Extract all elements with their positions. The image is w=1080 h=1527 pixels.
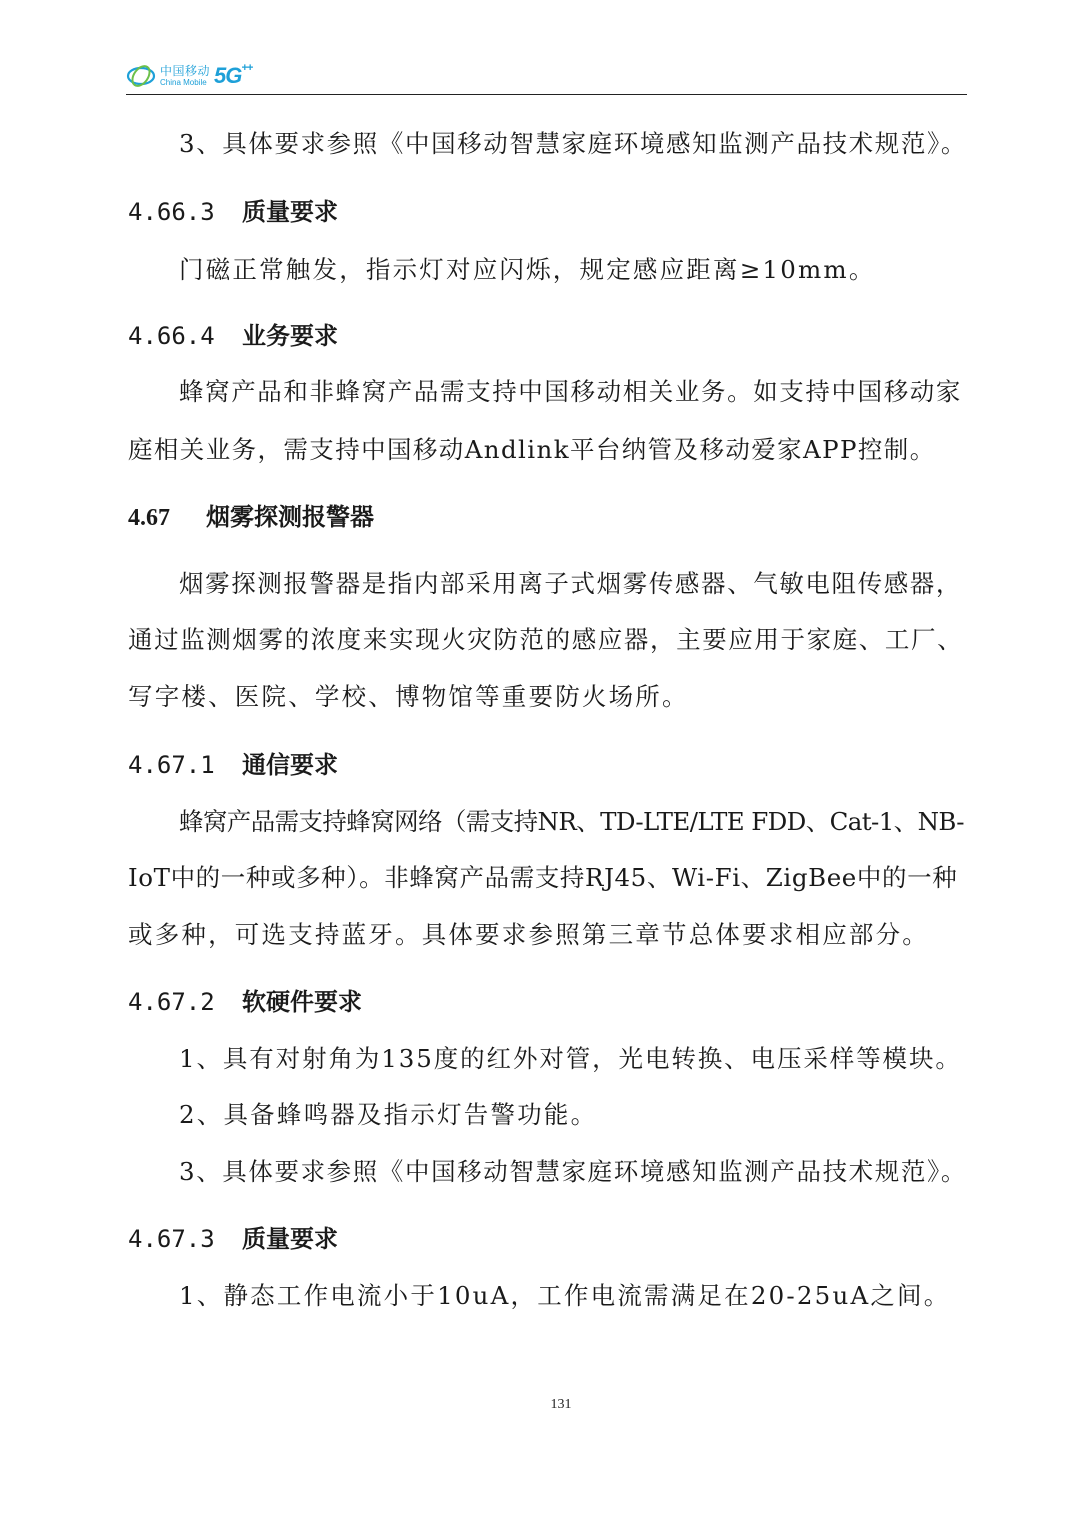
section-heading-4-67-3 xyxy=(128,1223,338,1255)
section-number: 4.67 xyxy=(128,505,170,531)
paragraph-line: 1、具有对射角为135度的红外对管，光电转换、电压采样等模块。 xyxy=(179,1044,962,1073)
section-title: 质量要求 xyxy=(242,198,338,226)
paragraph-line: 写字楼、医院、学校、博物馆等重要防火场所。 xyxy=(128,682,689,711)
section-number: 4.67.1 xyxy=(128,751,215,779)
section-title: 软硬件要求 xyxy=(242,988,362,1016)
paragraph-line: 庭相关业务，需支持中国移动Andlink平台纳管及移动爱家APP控制。 xyxy=(128,435,936,464)
section-title: 业务要求 xyxy=(242,322,338,350)
logo-cn-text: 中国移动 xyxy=(160,64,211,78)
section-heading-4-66-3 xyxy=(128,196,338,228)
logo-5g-plus: ++ xyxy=(241,61,253,74)
paragraph-line: 或多种，可选支持蓝牙。具体要求参照第三章节总体要求相应部分。 xyxy=(128,920,929,949)
paragraph-line: 3、具体要求参照《中国移动智慧家庭环境感知监测产品技术规范》。 xyxy=(179,129,967,158)
section-number: 4.66.3 xyxy=(128,198,215,226)
section-title: 通信要求 xyxy=(242,751,338,779)
section-title: 质量要求 xyxy=(242,1225,338,1253)
paragraph-line: IoT中的一种或多种）。非蜂窝产品需支持RJ45、Wi-Fi、ZigBee中的一种 xyxy=(128,863,958,892)
section-number: 4.66.4 xyxy=(128,322,215,350)
paragraph-line: 1、静态工作电流小于10uA，工作电流需满足在20-25uA之间。 xyxy=(179,1281,951,1310)
paragraph-line: 门磁正常触发，指示灯对应闪烁，规定感应距离≥10mm。 xyxy=(179,255,876,284)
paragraph-line: 烟雾探测报警器是指内部采用离子式烟雾传感器、气敏电阻传感器， xyxy=(179,569,962,598)
china-mobile-logo xyxy=(126,58,252,94)
section-number: 4.67.3 xyxy=(128,1225,215,1253)
paragraph-line: 2、具备蜂鸣器及指示灯告警功能。 xyxy=(179,1100,598,1129)
section-number: 4.67.2 xyxy=(128,988,215,1016)
section-heading-4-67-2 xyxy=(128,986,362,1018)
section-heading-4-67 xyxy=(128,501,374,534)
paragraph-line: 3、具体要求参照《中国移动智慧家庭环境感知监测产品技术规范》。 xyxy=(179,1157,967,1186)
china-mobile-logo-icon xyxy=(126,63,156,89)
page-header xyxy=(126,58,966,96)
header-rule xyxy=(126,94,967,95)
section-title: 烟雾探测报警器 xyxy=(206,503,374,531)
page-number: 131 xyxy=(550,1397,572,1412)
paragraph-line: 通过监测烟雾的浓度来实现火灾防范的感应器，主要应用于家庭、工厂、 xyxy=(128,625,964,654)
logo-5g-text: 5G xyxy=(214,63,242,88)
section-heading-4-67-1 xyxy=(128,749,338,781)
paragraph-line: 蜂窝产品需支持蜂窝网络（需支持NR、TD-LTE/LTE FDD、Cat-1、NB- xyxy=(179,807,964,836)
section-heading-4-66-4 xyxy=(128,320,338,352)
paragraph-line: 蜂窝产品和非蜂窝产品需支持中国移动相关业务。如支持中国移动家 xyxy=(179,377,962,406)
logo-en-text: China Mobile xyxy=(160,78,207,87)
logo-5g-mark xyxy=(214,63,252,89)
